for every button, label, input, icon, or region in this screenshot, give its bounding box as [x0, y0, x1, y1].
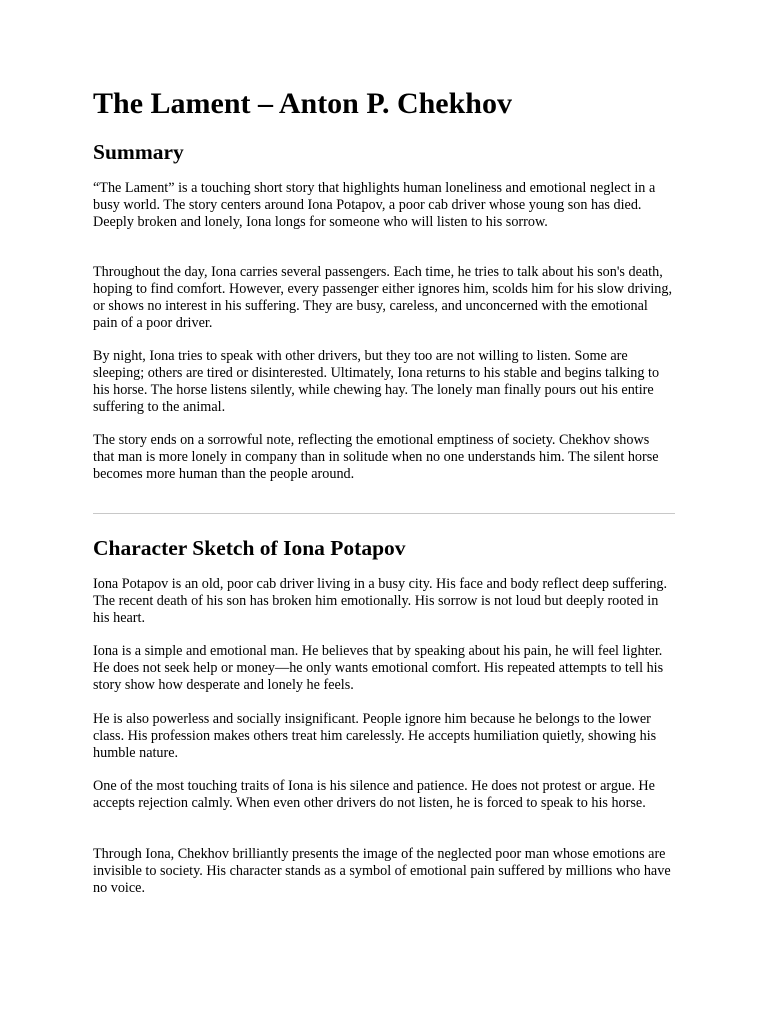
character-sketch-paragraph-4: One of the most touching traits of Iona is his silence and patience. He does not protest or argue. He accepts rejection calmly. When even other drivers do not listen, he is forced to speak to his horse.	[93, 778, 655, 811]
document-title: The Lament – Anton P. Chekhov	[93, 87, 512, 120]
summary-heading: Summary	[93, 140, 184, 164]
character-sketch-heading: Character Sketch of Iona Potapov	[93, 536, 406, 560]
summary-paragraph-2: Throughout the day, Iona carries several passengers. Each time, he tries to talk about his son's death, hoping to find comfort. However, every passenger either ignores him, scolds him for his slow driving, or shows no interest in his suffering. They are busy, careless, and unconcerned with the emotional pain of a poor driver.	[93, 264, 673, 331]
character-sketch-paragraph-1: Iona Potapov is an old, poor cab driver living in a busy city. His face and body reflect deep suffering. The recent death of his son has broken him emotionally. His sorrow is not loud but deeply rooted in his heart.	[93, 576, 668, 626]
summary-paragraph-3: By night, Iona tries to speak with other drivers, but they too are not willing to listen. Some are sleeping; others are tired or disinterested. Ultimately, Iona returns to his stable and begins talking to his horse. The horse listens silently, while chewing hay. The lonely man finally pours out his entire suffering to the animal.	[93, 348, 660, 415]
character-sketch-paragraph-2: Iona is a simple and emotional man. He believes that by speaking about his pain, he will feel lighter. He does not seek help or money—he only wants emotional comfort. His repeated attempts to tell his story show how desperate and lonely he feels.	[93, 643, 664, 693]
summary-paragraph-4: The story ends on a sorrowful note, reflecting the emotional emptiness of society. Chekhov shows that man is more lonely in company than in solitude when no one understands him. The silent horse becomes more human than the people around.	[93, 432, 659, 482]
character-sketch-paragraph-5: Through Iona, Chekhov brilliantly presents the image of the neglected poor man whose emotions are invisible to society. His character stands as a symbol of emotional pain suffered by millions who have no voice.	[93, 846, 671, 896]
character-sketch-paragraph-3: He is also powerless and socially insignificant. People ignore him because he belongs to the lower class. His profession makes others treat him carelessly. He accepts humiliation quietly, showing his humble nature.	[93, 711, 657, 761]
summary-paragraph-1: “The Lament” is a touching short story that highlights human loneliness and emotional neglect in a busy world. The story centers around Iona Potapov, a poor cab driver whose young son has died. Deeply broken and lonely, Iona longs for someone who will listen to his sorrow.	[93, 180, 656, 230]
section-divider	[93, 513, 675, 514]
